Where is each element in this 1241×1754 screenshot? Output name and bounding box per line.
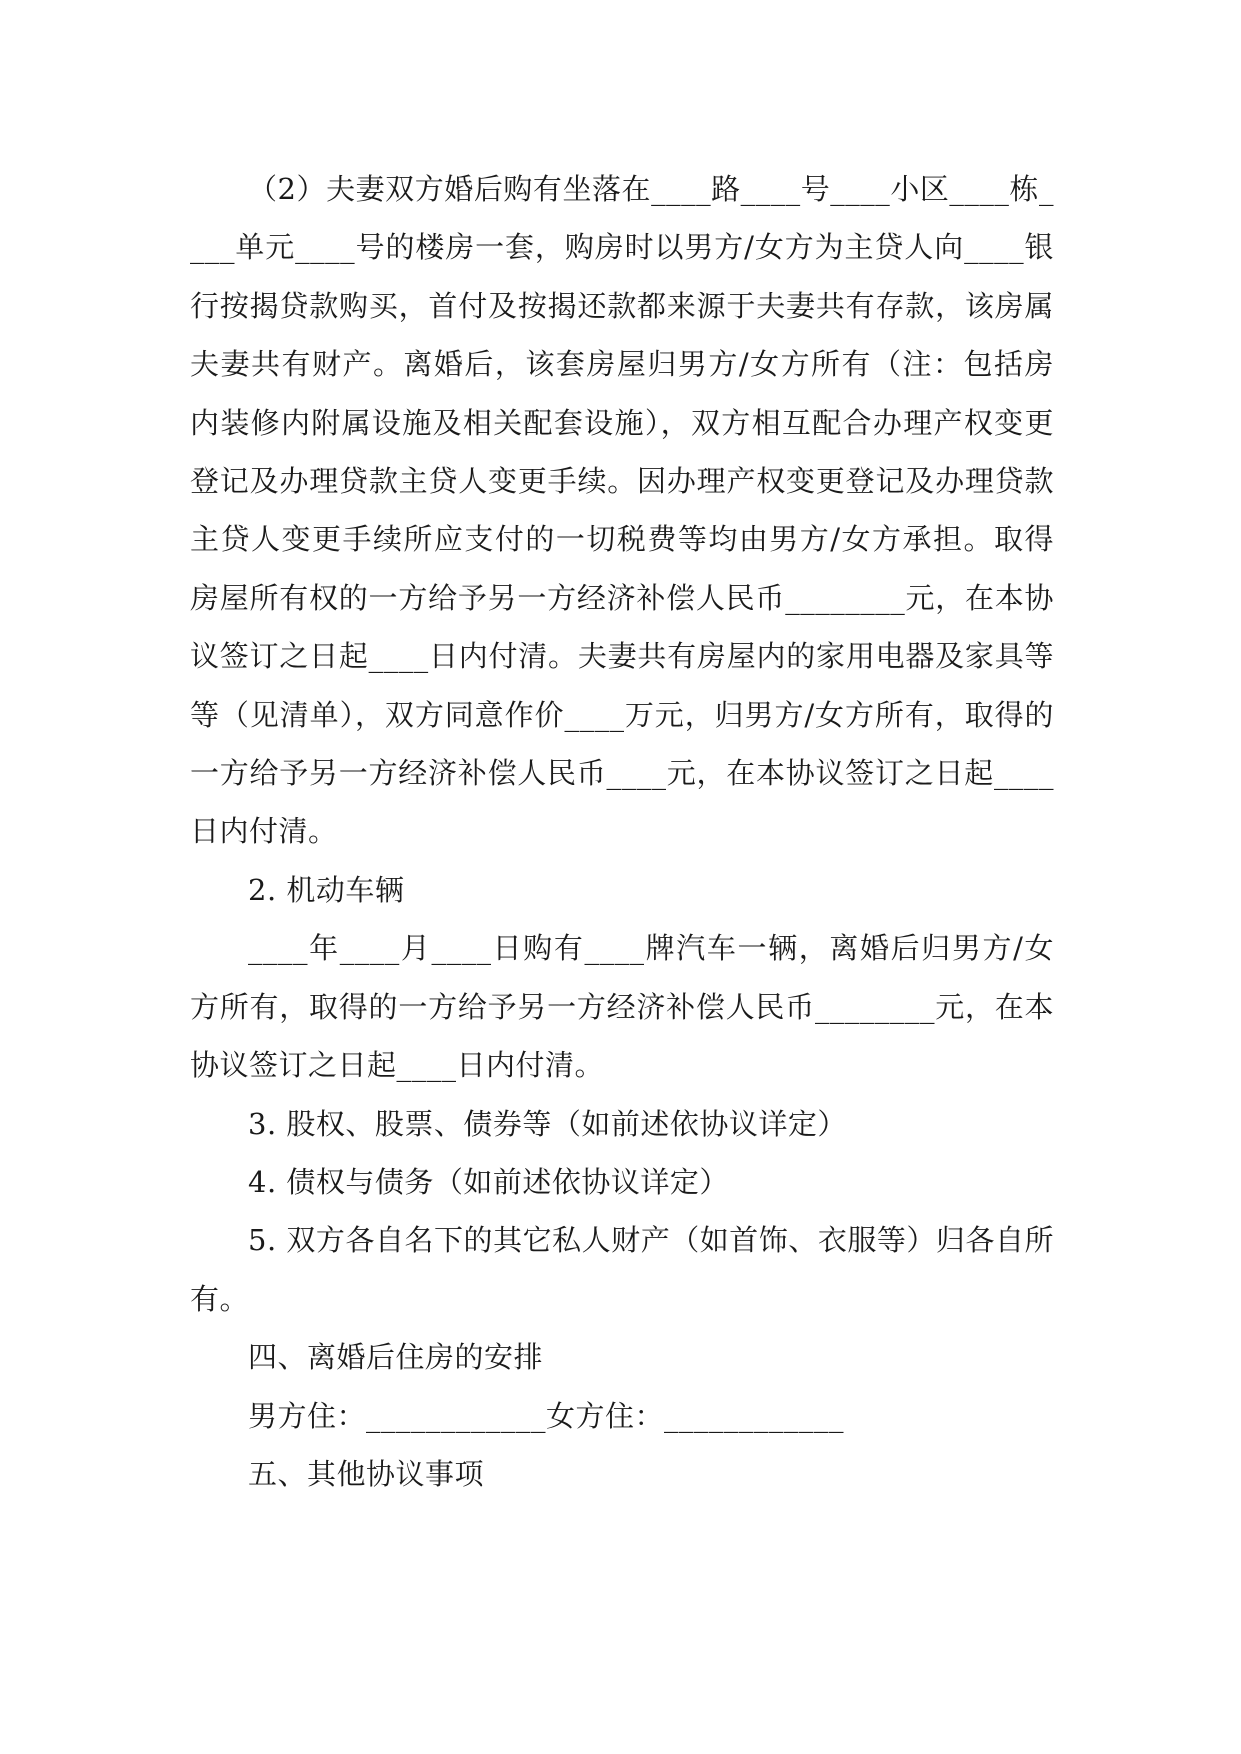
document-body <box>190 160 1054 1503</box>
section-heading-housing: 四、离婚后住房的安排 <box>248 1340 544 1375</box>
paragraph-house-property: （2）夫妻双方婚后购有坐落在____路____号____小区____栋____单元____号的楼房一套，购房时以男方/女方为主贷人向____银行按揭贷款购买，首付及按揭还款都来源于夫妻共有存款，该房属夫妻共有财产。离婚后，该套房屋归男方/女方所有（注：包括房内装修内附属设施及相关配套设施），双方相互配合办理产权变更登记及办理贷款主贷人变更手续。因办理产权变更登记及办理贷款主贷人变更手续所应支付的一切税费等均由男方/女方承担。取得房屋所有权的一方给予另一方经济补偿人民币________元，在本协议签订之日起____日内付清。夫妻共有房屋内的家用电器及家具等等（见清单），双方同意作价____万元，归男方/女方所有，取得的一方给予另一方经济补偿人民币____元，在本协议签订之日起____日内付清。 <box>190 172 1054 849</box>
paragraph-debts: 4. 债权与债务（如前述依协议详定） <box>248 1164 729 1199</box>
paragraph-personal-property: 5. 双方各自名下的其它私人财产（如首饰、衣服等）归各自所有。 <box>190 1223 1054 1316</box>
section-heading-other-matters: 五、其他协议事项 <box>248 1456 485 1491</box>
paragraph-vehicle-heading: 2. 机动车辆 <box>248 872 405 907</box>
paragraph-vehicle-detail: ____年____月____日购有____牌汽车一辆，离婚后归男方/女方所有，取得的一方给予另一方经济补偿人民币________元，在本协议签订之日起____日内付清。 <box>190 931 1054 1083</box>
paragraph-residence: 男方住：____________女方住：____________ <box>248 1398 845 1433</box>
paragraph-equity-stocks: 3. 股权、股票、债券等（如前述依协议详定） <box>248 1106 847 1141</box>
